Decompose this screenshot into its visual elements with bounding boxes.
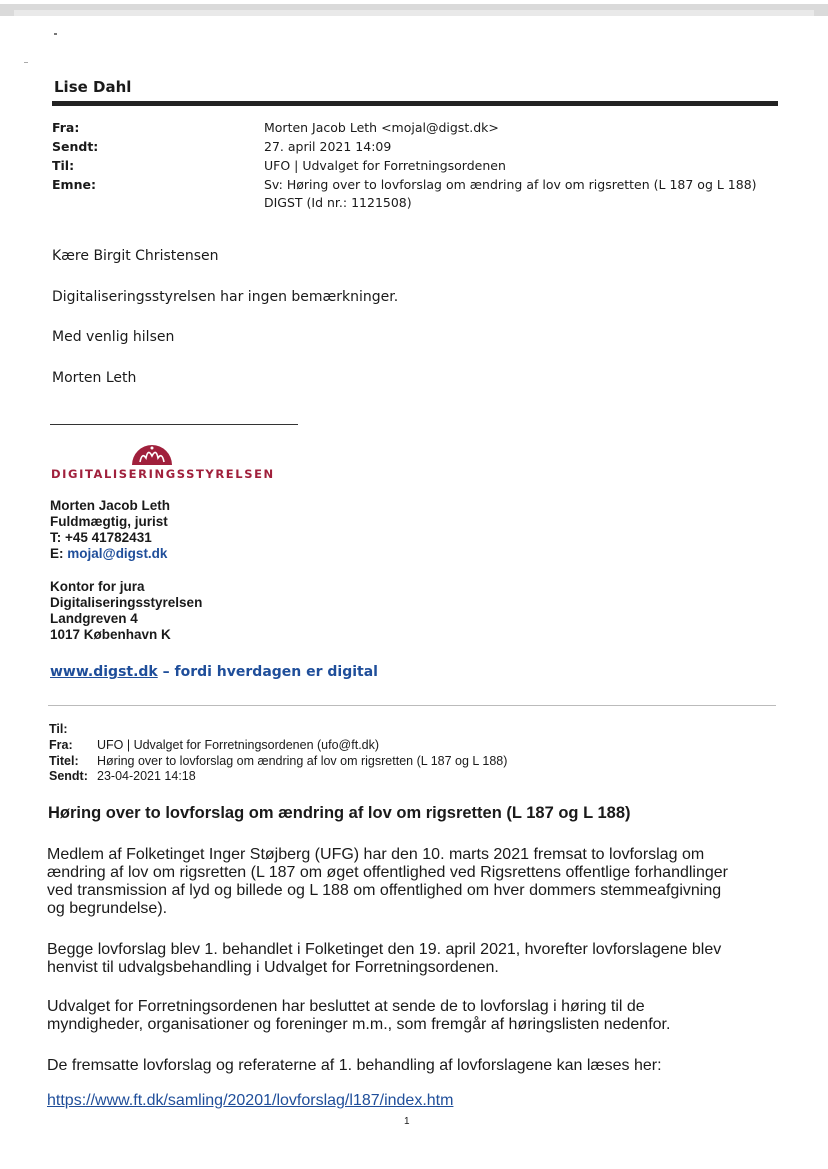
message-text: Digitaliseringsstyrelsen har ingen bemærkninger. bbox=[52, 289, 399, 305]
header-label-from: Fra: bbox=[52, 120, 80, 135]
author-divider bbox=[52, 101, 778, 106]
forward-heading: Høring over to lovforslag om ændring af lov om rigsretten (L 187 og L 188) bbox=[48, 804, 631, 822]
signature-city: 1017 København K bbox=[50, 627, 171, 642]
forward-sent-row bbox=[49, 768, 196, 784]
paragraph-4 bbox=[47, 1057, 787, 1075]
forward-title-row bbox=[49, 753, 507, 769]
header-value-to: UFO | Udvalget for Forretningsordenen bbox=[264, 158, 506, 173]
signature-role: Fuldmægtig, jurist bbox=[50, 514, 168, 529]
signature-name: Morten Jacob Leth bbox=[50, 498, 171, 513]
header-value-from: Morten Jacob Leth <mojal@digst.dk> bbox=[264, 120, 499, 135]
paragraph-line: Udvalget for Forretningsordenen har besluttet at sende de to lovforslag i høring til de bbox=[47, 998, 645, 1015]
scan-speck bbox=[54, 33, 57, 35]
paragraph-line: Medlem af Folketinget Inger Støjberg (UFG) har den 10. marts 2021 fremsat to lovforslag om bbox=[47, 846, 705, 863]
email-author: Lise Dahl bbox=[54, 78, 132, 96]
header-value-subject: Sv: Høring over to lovforslag om ændring af lov om rigsretten (L 187 og L 188) bbox=[264, 177, 757, 192]
crown-logo-icon bbox=[130, 440, 174, 466]
forward-from-label: Fra: bbox=[49, 738, 73, 752]
paragraph-line: ændring af lov om rigsretten (L 187 om øget offentlighed ved Rigsrettens offentlige forhandlinger bbox=[47, 864, 728, 881]
header-label-subject: Emne: bbox=[52, 177, 96, 192]
forward-sent-value: 23-04-2021 14:18 bbox=[97, 769, 196, 783]
forward-from-value: UFO | Udvalget for Forretningsordenen (ufo@ft.dk) bbox=[97, 738, 380, 752]
website-tagline: – fordi hverdagen er digital bbox=[157, 664, 378, 680]
signature-email-link[interactable]: mojal@digst.dk bbox=[67, 546, 168, 561]
paragraph-line: ved transmission af lyd og billede og L 188 om offentlighed om hver dommers stemmeafgivning bbox=[47, 882, 722, 899]
paragraph-2 bbox=[47, 941, 787, 977]
scan-top-border bbox=[0, 4, 828, 16]
forward-from-row bbox=[49, 737, 379, 753]
paragraph-1 bbox=[47, 846, 787, 918]
header-value-sent: 27. april 2021 14:09 bbox=[264, 139, 392, 154]
signature-street: Landgreven 4 bbox=[50, 611, 138, 626]
page-number: 1 bbox=[404, 1116, 410, 1127]
paragraph-line: og begrundelse). bbox=[47, 900, 168, 917]
scan-speck bbox=[24, 62, 28, 63]
signature-org: Digitaliseringsstyrelsen bbox=[50, 595, 203, 610]
website-line bbox=[50, 664, 378, 680]
header-label-sent: Sendt: bbox=[52, 139, 99, 154]
paragraph-line: Begge lovforslag blev 1. behandlet i Folketinget den 19. april 2021, hvorefter lovforslagene blev bbox=[47, 941, 722, 958]
paragraph-line: myndigheder, organisationer og foreninger m.m., som fremgår af høringslisten nedenfor. bbox=[47, 1016, 671, 1033]
forward-divider bbox=[48, 705, 776, 706]
greeting: Kære Birgit Christensen bbox=[52, 248, 219, 264]
header-value-subject-id: DIGST (Id nr.: 1121508) bbox=[264, 195, 412, 210]
forward-sent-label: Sendt: bbox=[49, 769, 88, 783]
sender-short-name: Morten Leth bbox=[52, 370, 137, 386]
paragraph-3 bbox=[47, 998, 787, 1034]
signature-email-label: E: bbox=[50, 546, 64, 561]
signature-email-row bbox=[50, 546, 167, 562]
website-link[interactable]: www.digst.dk bbox=[50, 664, 158, 680]
forward-title-label: Titel: bbox=[49, 754, 79, 768]
organization-logo-text: DIGITALISERINGSSTYRELSEN bbox=[51, 467, 275, 481]
signature-office: Kontor for jura bbox=[50, 579, 145, 594]
signature-divider bbox=[50, 424, 298, 425]
closing: Med venlig hilsen bbox=[52, 329, 175, 345]
forward-title-value: Høring over to lovforslag om ændring af lov om rigsretten (L 187 og L 188) bbox=[97, 754, 508, 768]
lovforslag-link[interactable]: https://www.ft.dk/samling/20201/lovforslag/l187/index.htm bbox=[47, 1092, 454, 1109]
header-label-to: Til: bbox=[52, 158, 75, 173]
forward-to-row bbox=[49, 721, 97, 737]
paragraph-line: De fremsatte lovforslag og referaterne af 1. behandling af lovforslagene kan læses her: bbox=[47, 1057, 662, 1074]
signature-phone: T: +45 41782431 bbox=[50, 530, 152, 545]
forward-to-label: Til: bbox=[49, 722, 68, 736]
paragraph-line: henvist til udvalgsbehandling i Udvalget for Forretningsordenen. bbox=[47, 959, 499, 976]
